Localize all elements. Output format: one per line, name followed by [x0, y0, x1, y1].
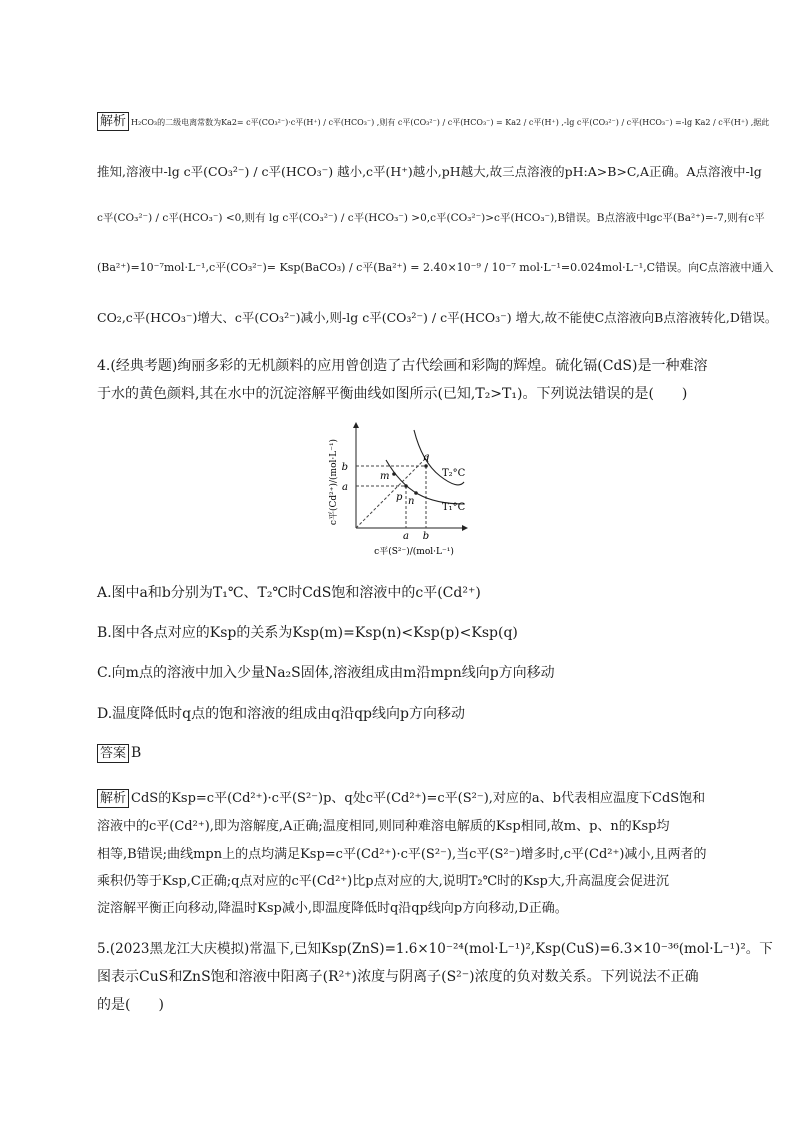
answer-label: 答案 — [97, 744, 129, 763]
label-q: q — [423, 452, 430, 463]
option-d: D.温度降低时q点的饱和溶液的组成由q沿qp线向p方向移动 — [97, 706, 465, 722]
point-n — [414, 491, 418, 495]
solution1-text-1: H₂CO₃的二级电离常数为Ka2= c平(CO₃²⁻)·c平(H⁺) / c平(HCO₃⁻) ,则有 c平(CO₃²⁻) / c平(HCO₃⁻) = Ka2 / c平(H⁺) ,-lg c平(CO₃²⁻) / c平(HCO₃⁻) =-lg Ka2 / c平(H⁺) ,据此 — [131, 118, 770, 127]
solubility-equilibrium-figure — [322, 420, 472, 560]
option-b: B.图中各点对应的Ksp的关系为Ksp(m)=Ksp(n)<Ksp(p)<Ksp(q) — [97, 625, 518, 641]
option-a: A.图中a和b分别为T₁℃、T₂℃时CdS饱和溶液中的c平(Cd²⁺) — [97, 585, 481, 601]
question5-line-2: 图表示CuS和ZnS饱和溶液中阳离子(R²⁺)浓度与阴离子(S²⁻)浓度的负对数关系。下列说法不正确 — [97, 969, 699, 985]
solution2-line-4: 乘积仍等于Ksp,C正确;q点对应的c平(Cd²⁺)比p点对应的大,说明T₂℃时的Ksp大,升高温度会促进沉 — [97, 874, 669, 889]
question4-line-2: 于水的黄色颜料,其在水中的沉淀溶解平衡曲线如图所示(已知,T₂>T₁)。下列说法错误的是( ) — [97, 386, 688, 402]
y-tick-a: a — [342, 482, 348, 493]
answer-value: B — [131, 745, 142, 761]
solution1-line-5: CO₂,c平(HCO₃⁻)增大、c平(CO₃²⁻)减小,则-lg c平(CO₃²⁻) / c平(HCO₃⁻) 增大,故不能使C点溶液向B点溶液转化,D错误。 — [97, 310, 778, 325]
y-axis-label: c平(Cd²⁺)/(mol·L⁻¹) — [329, 438, 339, 526]
answer-line — [97, 744, 141, 763]
x-tick-a: a — [403, 531, 409, 542]
solution1-line-3: c平(CO₃²⁻) / c平(HCO₃⁻) <0,则有 lg c平(CO₃²⁻) / c平(HCO₃⁻) >0,c平(CO₃²⁻)>c平(HCO₃⁻),B错误。B点溶液中lgc平(Ba²⁺)=-7,则有c平 — [97, 212, 765, 224]
solution1-line-4: (Ba²⁺)=10⁻⁷mol·L⁻¹,c平(CO₃²⁻)= Ksp(BaCO₃) / c平(Ba²⁺) = 2.40×10⁻⁹ / 10⁻⁷ mol·L⁻¹=0.024mol·L⁻¹,C错误。向C点溶液中通入 — [97, 261, 774, 274]
solution2-line-3: 相等,B错误;曲线mpn上的点均满足Ksp=c平(Cd²⁺)·c平(S²⁻),当c平(S²⁻)增多时,c平(Cd²⁺)减小,且两者的 — [97, 847, 707, 862]
analysis-label: 解析 — [97, 112, 129, 131]
solution2-line-2: 溶液中的c平(Cd²⁺),即为溶解度,A正确;温度相同,则同种难溶电解质的Ksp相同,故m、p、n的Ksp均 — [97, 819, 670, 834]
solution1-line-1 — [97, 112, 769, 131]
option-c: C.向m点的溶液中加入少量Na₂S固体,溶液组成由m沿mpn线向p方向移动 — [97, 665, 555, 681]
label-m: m — [380, 471, 390, 482]
y-tick-b: b — [341, 462, 348, 473]
question4-line-1: 4.(经典考题)绚丽多彩的无机颜料的应用曾创造了古代绘画和彩陶的辉煌。硫化镉(CdS)是一种难溶 — [97, 358, 708, 374]
label-n: n — [408, 496, 415, 507]
x-tick-b: b — [422, 531, 430, 542]
point-p — [404, 484, 408, 488]
x-axis-arrow — [462, 525, 468, 531]
label-p: p — [396, 492, 403, 503]
solution1-line-2: 推知,溶液中-lg c平(CO₃²⁻) / c平(HCO₃⁻) 越小,c平(H⁺)越小,pH越大,故三点溶液的pH:A>B>C,A正确。A点溶液中-lg — [97, 164, 762, 179]
analysis-label-2: 解析 — [97, 789, 129, 808]
question5-line-3: 的是( ) — [97, 997, 164, 1013]
x-axis-label: c平(S²⁻)/(mol·L⁻¹) — [374, 547, 454, 557]
point-m — [392, 472, 396, 476]
solution2-line-1 — [97, 787, 705, 808]
point-q — [424, 464, 428, 468]
solution2-line-5: 淀溶解平衡正向移动,降温时Ksp减小,即温度降低时q沿qp线向p方向移动,D正确。 — [97, 901, 568, 916]
label-T1: T₁°C — [442, 502, 466, 513]
label-T2: T₂°C — [442, 468, 466, 479]
question5-line-1: 5.(2023黑龙江大庆模拟)常温下,已知Ksp(ZnS)=1.6×10⁻²⁴(mol·L⁻¹)²,Ksp(CuS)=6.3×10⁻³⁶(mol·L⁻¹)²。下 — [97, 941, 773, 957]
y-axis-arrow — [353, 422, 359, 428]
solution2-text-1: CdS的Ksp=c平(Cd²⁺)·c平(S²⁻)p、q处c平(Cd²⁺)=c平(S²⁻),对应的a、b代表相应温度下CdS饱和 — [131, 791, 706, 806]
